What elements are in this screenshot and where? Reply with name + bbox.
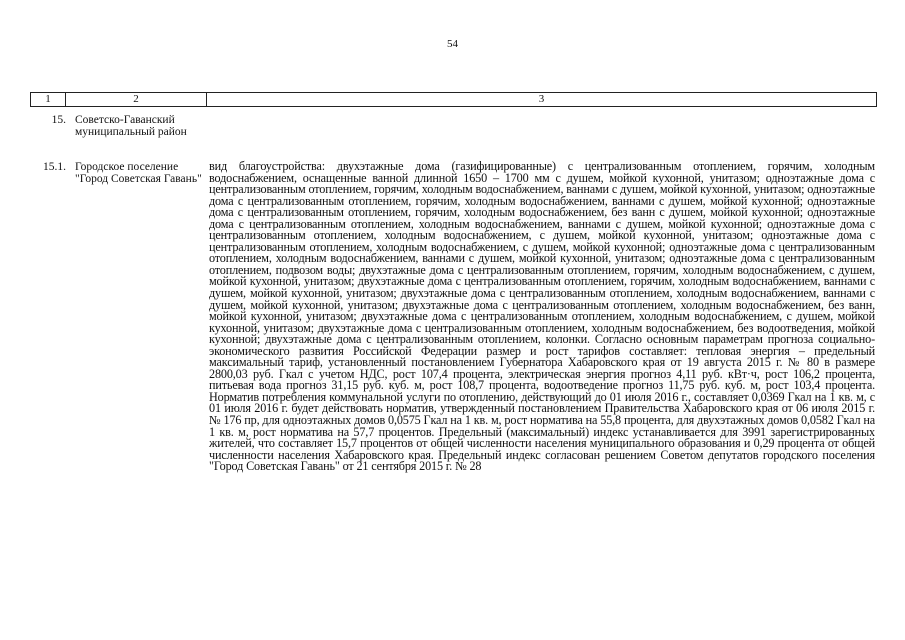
- column-1-header: 1: [31, 93, 66, 106]
- column-3-header: 3: [538, 93, 545, 105]
- row-number: 15.: [51, 114, 66, 126]
- row-number: 15.1.: [43, 161, 66, 173]
- municipality-name: Советско-Гаванский муниципальный район: [75, 114, 187, 138]
- column-2-header: 2: [66, 93, 207, 106]
- table-header-row: [30, 92, 877, 107]
- settlement-description: вид благоустройства: двухэтажные дома (газифицированные) с централизованным отоплением, горячим, холодным водоснабжением, оснащенные ванной длинной 1650 – 1700 мм с душем, мойкой кухонной, унитазом; одноэтажные дома с централизованным отоплением, горячим, холодным водоснабжением, ваннами с душем, мойкой кухонной, унитазом; одноэтажные дома с централизованным отоплением, горячим, холодным водоснабжением, ваннами с душем, мойкой кухонной; одноэтажные дома с централизованным отоплением, горячим, холодным водоснабжением, без ванн с душем, мойкой кухонной; одноэтажные дома с централизованным отоплением, холодным водоснабжением, ваннами с душем, мойкой кухонной; одноэтажные дома с централизованным отоплением, холодным водоснабжением, с душем, мойкой кухонной, унитазом; одноэтажные дома с централизованным отоплением, холодным водоснабжением, с душем, мойкой кухонной; одноэтажные дома с централизованным отоплением, холодным водоснабжением, ваннами с душем, мойкой кухонной, унитазом; одноэтажные дома с централизованным отоплением, подвозом воды; двухэтажные дома с централизованным отоплением, горячим, холодным водоснабжением, с душем, мойкой кухонной, унитазом; двухэтажные дома с централизованным отоплением, горячим, холодным водоснабжением, ваннами с душем, мойкой кухонной, унитазом; двухэтажные дома с централизованным отоплением, холодным водоснабжением, ваннами с душем, мойкой кухонной, унитазом; двухэтажные дома с централизованным отоплением, холодным водоснабжением, без ванн, мойкой кухонной, унитазом; двухэтажные дома с централизованным отоплением, холодным водоснабжением, с душем, мойкой кухонной, унитазом; двухэтажные дома с централизованным отоплением, холодным водоснабжением, без водоотведения, мойкой кухонной; двухэтажные дома с централизованным отоплением, колонки. Согласно основным параметрам прогноза социально-экономического развития Российской Федерации размер и рост тарифов составляет: тепловая энергия – предельный максимальный тариф, установленный постановлением Губернатора Хабаровского края от 19 августа 2015 г. № 80 в размере 2800,03 руб. Гкал с учетом НДС, рост 107,4 процента, электрическая энергия прогноз 4,11 руб. кВт·ч, рост 106,2 процента, питьевая вода прогноз 31,15 руб. куб. м, рост 108,7 процента, водоотведение прогноз 11,75 руб. куб. м, рост 103,4 процента. Норматив потребления коммунальной услуги по отоплению, действующий до 01 июля 2016 г., составляет 0,0369 Гкал на 1 кв. м, с 01 июля 2016 г. будет действовать норматив, утвержденный постановлением Правительства Хабаровского края от 06 июля 2015 г. № 176 пр, для одноэтажных домов 0,0575 Гкал на 1 кв. м, рост норматива на 55,8 процента, для двухэтажных домов 0,0582 Гкал на 1 кв. м, рост норматива на 57,7 процентов. Предельный (максимальный) индекс устанавливается для 3991 зарегистрированных жителей, что составляет 15,7 процентов от общей численности населения муниципального образования и 0,29 процента от общей численности населения Хабаровского края. Предельный индекс согласован решением Советом депутатов городского поселения "Город Советская Гавань" от 21 сентября 2015 г. № 28: [209, 159, 875, 474]
- page-number: 54: [447, 38, 458, 50]
- settlement-name: Городское поселение "Город Советская Гавань": [75, 161, 202, 185]
